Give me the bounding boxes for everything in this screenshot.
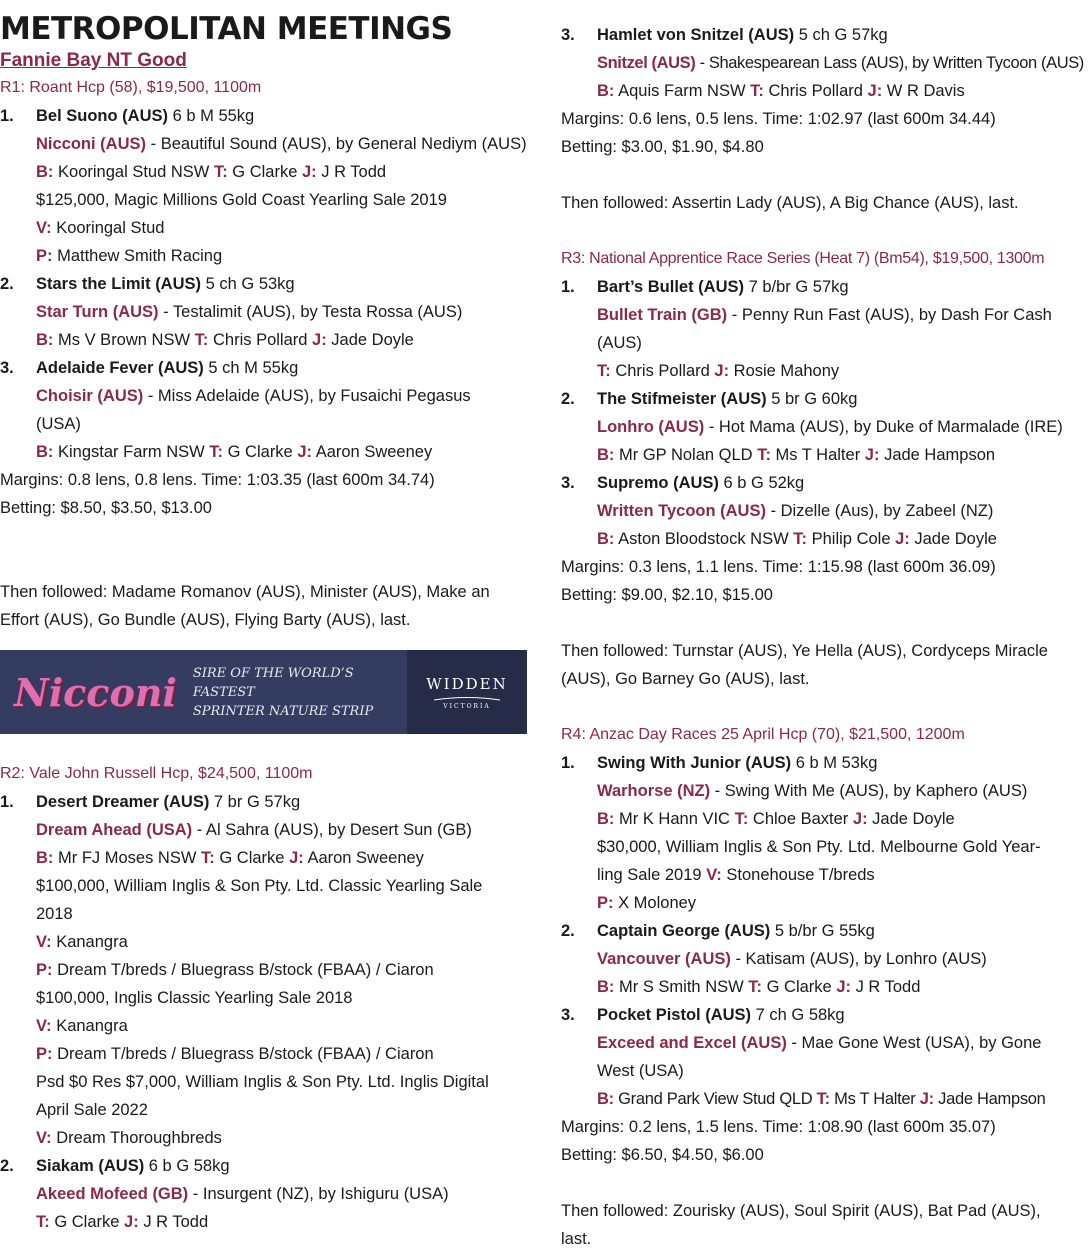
vendor-label: V: xyxy=(36,1017,52,1035)
left-column xyxy=(0,0,530,1236)
tagline-line: SIRE OF THE WORLD’S FASTEST xyxy=(192,665,354,700)
right-column xyxy=(561,21,1088,1253)
jockey: W R Davis xyxy=(886,82,965,100)
race-heading-r3: R3: National Apprentice Race Series (Heat 7) (Bm54), $19,500, 1300m xyxy=(561,250,1045,267)
r2-third-connections xyxy=(561,77,1088,105)
place-number: 3. xyxy=(0,359,14,377)
r2-third-pedigree xyxy=(561,49,1088,77)
pedigree-text: - Shakespearean Lass (AUS), by Written Tycoon (AUS) xyxy=(699,54,1084,72)
horse-name: Hamlet von Snitzel (AUS) xyxy=(597,26,795,44)
horse-details: 6 b G 58kg xyxy=(148,1157,230,1175)
pedigree-text: - Katisam (AUS), by Lonhro (AUS) xyxy=(735,950,987,968)
r2-first-vendor1 xyxy=(0,928,530,956)
place-number: 1. xyxy=(561,754,575,772)
r4-first-horse xyxy=(561,749,1088,777)
r2-betting: Betting: $3.00, $1.90, $4.80 xyxy=(561,138,764,156)
r3-third-connections xyxy=(561,525,1088,553)
pedigree-text: - Insurgent (NZ), by Ishiguru (USA) xyxy=(192,1185,449,1203)
breeder-label: B: xyxy=(36,163,54,181)
trainer: G Clarke xyxy=(54,1213,120,1231)
banner-tagline xyxy=(193,664,407,721)
r2-first-vendor3 xyxy=(0,1124,530,1152)
sire-link[interactable]: Star Turn (AUS) xyxy=(36,303,159,321)
horse-name: Desert Dreamer (AUS) xyxy=(36,793,210,811)
r1-betting: Betting: $8.50, $3.50, $13.00 xyxy=(0,499,212,517)
sire-link[interactable]: Akeed Mofeed (GB) xyxy=(36,1185,189,1203)
race-heading-r1: R1: Roant Hcp (58), $19,500, 1100m xyxy=(0,79,262,96)
horse-details: 5 ch M 55kg xyxy=(208,359,299,377)
r3-first-pedigree xyxy=(561,301,1088,329)
purchaser-label: P: xyxy=(36,961,53,979)
horse-name: Siakam (AUS) xyxy=(36,1157,145,1175)
sire-link[interactable]: Vancouver (AUS) xyxy=(597,950,731,968)
pedigree-text: - Hot Mama (AUS), by Duke of Marmalade (IRE) xyxy=(708,418,1063,436)
jockey-label: J: xyxy=(312,331,327,349)
breeder: Aquis Farm NSW xyxy=(618,82,746,100)
r2-first-sale1-cont: 2018 xyxy=(36,905,73,923)
pedigree-text: - Swing With Me (AUS), by Kaphero (AUS) xyxy=(714,782,1028,800)
r1-third-pedigree xyxy=(0,382,530,410)
r4-margins: Margins: 0.2 lens, 1.5 lens. Time: 1:08.90 (last 600m 35.07) xyxy=(561,1118,996,1136)
r3-followed-cont: (AUS), Go Barney Go (AUS), last. xyxy=(561,670,810,688)
breeder: Mr GP Nolan QLD xyxy=(619,446,753,464)
vendor-label: V: xyxy=(706,866,722,884)
pedigree-text: - Beautiful Sound (AUS), by General Nediym (AUS) xyxy=(150,135,527,153)
trainer: Chris Pollard xyxy=(212,331,308,349)
place-number: 2. xyxy=(561,390,575,408)
r2-followed: Then followed: Assertin Lady (AUS), A Big Chance (AUS), last. xyxy=(561,194,1019,212)
pedigree-text: - Miss Adelaide (AUS), by Fusaichi Pegasus xyxy=(147,387,471,405)
trainer-label: T: xyxy=(213,163,228,181)
pedigree-text: - Dizelle (Aus), by Zabeel (NZ) xyxy=(770,502,994,520)
nicconi-logo: Nicconi xyxy=(14,669,177,715)
r1-first-vendor xyxy=(0,214,530,242)
banner-left xyxy=(0,650,407,734)
breeder-label: B: xyxy=(36,331,54,349)
vendor: Kooringal Stud xyxy=(56,219,165,237)
horse-name: Bart’s Bullet (AUS) xyxy=(597,278,744,296)
vendor-label: V: xyxy=(36,1129,52,1147)
jockey: Aaron Sweeney xyxy=(315,443,433,461)
breeder-label: B: xyxy=(597,446,615,464)
r3-first-horse xyxy=(561,273,1088,301)
horse-details: 7 b/br G 57kg xyxy=(748,278,849,296)
r2-third-horse xyxy=(561,21,1088,49)
r4-third-horse xyxy=(561,1001,1088,1029)
jockey-label: J: xyxy=(124,1213,139,1231)
jockey-label: J: xyxy=(714,362,730,380)
sale-text: ling Sale 2019 xyxy=(597,866,702,884)
pedigree-text: - Al Sahra (AUS), by Desert Sun (GB) xyxy=(196,821,472,839)
trainer-label: T: xyxy=(209,443,224,461)
horse-details: 5 b/br G 55kg xyxy=(774,922,875,940)
vendor: Stonehouse T/breds xyxy=(726,866,875,884)
trainer: G Clarke xyxy=(227,443,293,461)
sire-link[interactable]: Snitzel (AUS) xyxy=(597,54,696,72)
jockey-label: J: xyxy=(867,82,883,100)
r3-third-horse xyxy=(561,469,1088,497)
r4-second-horse xyxy=(561,917,1088,945)
jockey: Aaron Sweeney xyxy=(307,849,424,867)
horse-details: 5 br G 60kg xyxy=(771,390,858,408)
r3-second-pedigree xyxy=(561,413,1088,441)
r1-third-horse xyxy=(0,354,530,382)
horse-name: Bel Suono (AUS) xyxy=(36,107,168,125)
r2-first-sale1: $100,000, William Inglis & Son Pty. Ltd. Classic Yearling Sale xyxy=(36,877,483,895)
trainer: G Clarke xyxy=(232,163,298,181)
r2-first-pedigree xyxy=(0,816,530,844)
r1-margins: Margins: 0.8 lens, 0.8 lens. Time: 1:03.35 (last 600m 34.74) xyxy=(0,471,435,489)
r4-third-connections xyxy=(561,1085,1088,1113)
jockey-label: J: xyxy=(289,849,304,867)
breeder-label: B: xyxy=(36,849,54,867)
r1-followed: Then followed: Madame Romanov (AUS), Minister (AUS), Make an xyxy=(0,583,490,601)
jockey-label: J: xyxy=(919,1090,934,1108)
jockey: J R Todd xyxy=(321,163,387,181)
sire-link[interactable]: Dream Ahead (USA) xyxy=(36,821,193,839)
sire-link[interactable]: Exceed and Excel (AUS) xyxy=(597,1034,787,1052)
r3-third-pedigree xyxy=(561,497,1088,525)
sire-link[interactable]: Written Tycoon (AUS) xyxy=(597,502,766,520)
horse-details: 7 ch G 58kg xyxy=(755,1006,845,1024)
r3-second-connections xyxy=(561,441,1088,469)
purchaser: X Moloney xyxy=(618,894,697,912)
swoosh-icon xyxy=(432,696,502,702)
breeder-label: B: xyxy=(597,810,615,828)
horse-name: Adelaide Fever (AUS) xyxy=(36,359,204,377)
trainer-label: T: xyxy=(597,362,611,380)
horse-details: 5 ch G 57kg xyxy=(798,26,888,44)
sire-link[interactable]: Choisir (AUS) xyxy=(36,387,144,405)
jockey-label: J: xyxy=(297,443,313,461)
r1-first-sale: $125,000, Magic Millions Gold Coast Yearling Sale 2019 xyxy=(36,191,447,209)
horse-details: 6 b G 52kg xyxy=(723,474,805,492)
breeder: Kingstar Farm NSW xyxy=(58,443,205,461)
trainer: Chris Pollard xyxy=(768,82,863,100)
horse-details: 6 b M 53kg xyxy=(795,754,878,772)
r1-first-purchaser xyxy=(0,242,530,270)
trainer-label: T: xyxy=(750,82,764,100)
trainer-label: T: xyxy=(816,1090,830,1108)
sire-link[interactable]: Nicconi (AUS) xyxy=(36,135,147,153)
breeder-label: B: xyxy=(597,1090,614,1108)
r1-second-horse xyxy=(0,270,530,298)
breeder: Mr K Hann VIC xyxy=(619,810,730,828)
r2-first-purchaser2 xyxy=(0,1040,530,1068)
jockey: Rosie Mahony xyxy=(733,362,840,380)
purchaser: Dream T/breds / Bluegrass B/stock (FBAA) / Ciaron xyxy=(57,961,434,979)
breeder-label: B: xyxy=(597,978,615,996)
r3-followed: Then followed: Turnstar (AUS), Ye Hella (AUS), Cordyceps Miracle xyxy=(561,642,1048,660)
r1-second-connections xyxy=(0,326,530,354)
widden-logo xyxy=(407,650,527,734)
r4-second-pedigree xyxy=(561,945,1088,973)
jockey-label: J: xyxy=(864,446,880,464)
horse-details: 7 br G 57kg xyxy=(213,793,301,811)
race-heading-r4: R4: Anzac Day Races 25 April Hcp (70), $21,500, 1200m xyxy=(561,726,965,743)
trainer: Chris Pollard xyxy=(615,362,710,380)
jockey: J R Todd xyxy=(855,978,921,996)
trainer-label: T: xyxy=(734,810,749,828)
horse-details: 6 b M 55kg xyxy=(172,107,255,125)
sire-link[interactable]: Lonhro (AUS) xyxy=(597,418,705,436)
nicconi-banner-ad[interactable] xyxy=(0,650,527,734)
place-number: 3. xyxy=(561,1006,575,1024)
breeder: Mr FJ Moses NSW xyxy=(58,849,197,867)
breeder: Aston Bloodstock NSW xyxy=(618,530,789,548)
horse-name: Captain George (AUS) xyxy=(597,922,771,940)
pedigree-text: - Mae Gone West (USA), by Gone xyxy=(791,1034,1042,1052)
place-number: 3. xyxy=(561,474,575,492)
race-heading-r2: R2: Vale John Russell Hcp, $24,500, 1100m xyxy=(0,765,313,782)
horse-name: Swing With Junior (AUS) xyxy=(597,754,792,772)
r4-first-sale-cont xyxy=(561,861,1088,889)
r1-third-pedigree-cont: (USA) xyxy=(36,415,81,433)
jockey: Jade Hampson xyxy=(938,1090,1046,1108)
r4-third-pedigree xyxy=(561,1029,1088,1057)
place-number: 2. xyxy=(561,922,575,940)
jockey-label: J: xyxy=(301,163,317,181)
r1-third-connections xyxy=(0,438,530,466)
r4-third-pedigree-cont: West (USA) xyxy=(597,1062,684,1080)
breeder-label: B: xyxy=(597,82,615,100)
r2-second-horse xyxy=(0,1152,530,1180)
horse-name: Stars the Limit (AUS) xyxy=(36,275,202,293)
trainer: Philip Cole xyxy=(811,530,891,548)
page-title: METROPOLITAN MEETINGS xyxy=(0,11,453,47)
breeder: Ms V Brown NSW xyxy=(58,331,191,349)
trainer-label: T: xyxy=(194,331,209,349)
r4-betting: Betting: $6.50, $4.50, $6.00 xyxy=(561,1146,764,1164)
horse-name: Pocket Pistol (AUS) xyxy=(597,1006,752,1024)
r4-first-connections xyxy=(561,805,1088,833)
r2-margins: Margins: 0.6 lens, 0.5 lens. Time: 1:02.97 (last 600m 34.44) xyxy=(561,110,996,128)
breeder: Grand Park View Stud QLD xyxy=(618,1090,813,1108)
r1-first-horse xyxy=(0,102,530,130)
r2-first-horse xyxy=(0,788,530,816)
r2-first-vendor2 xyxy=(0,1012,530,1040)
jockey: J R Todd xyxy=(143,1213,209,1231)
vendor-label: V: xyxy=(36,219,52,237)
r2-first-sale3-cont: April Sale 2022 xyxy=(36,1101,148,1119)
sire-link[interactable]: Warhorse (NZ) xyxy=(597,782,711,800)
place-number: 1. xyxy=(561,278,575,296)
r4-followed: Then followed: Zourisky (AUS), Soul Spirit (AUS), Bat Pad (AUS), xyxy=(561,1202,1041,1220)
trainer-label: T: xyxy=(201,849,215,867)
r2-first-purchaser1 xyxy=(0,956,530,984)
horse-name: Supremo (AUS) xyxy=(597,474,719,492)
r3-margins: Margins: 0.3 lens, 1.1 lens. Time: 1:15.98 (last 600m 36.09) xyxy=(561,558,996,576)
widden-wordmark: WIDDEN xyxy=(426,674,508,693)
jockey: Jade Doyle xyxy=(331,331,414,349)
r4-followed-cont: last. xyxy=(561,1230,592,1248)
place-number: 1. xyxy=(0,793,14,811)
breeder: Mr S Smith NSW xyxy=(619,978,744,996)
horse-details: 5 ch G 53kg xyxy=(205,275,295,293)
r2-second-connections xyxy=(0,1208,530,1236)
r2-first-sale2: $100,000, Inglis Classic Yearling Sale 2018 xyxy=(36,989,353,1007)
jockey: Jade Doyle xyxy=(872,810,955,828)
r1-first-connections xyxy=(0,158,530,186)
breeder-label: B: xyxy=(597,530,615,548)
vendor: Dream Thoroughbreds xyxy=(56,1129,222,1147)
r3-betting: Betting: $9.00, $2.10, $15.00 xyxy=(561,586,773,604)
r4-second-connections xyxy=(561,973,1088,1001)
venue-link[interactable]: Fannie Bay NT Good xyxy=(0,50,187,71)
r3-second-horse xyxy=(561,385,1088,413)
r1-followed-cont: Effort (AUS), Go Bundle (AUS), Flying Barty (AUS), last. xyxy=(0,611,411,629)
vendor-label: V: xyxy=(36,933,52,951)
pedigree-text: - Testalimit (AUS), by Testa Rossa (AUS) xyxy=(163,303,463,321)
trainer-label: T: xyxy=(748,978,763,996)
purchaser: Dream T/breds / Bluegrass B/stock (FBAA) / Ciaron xyxy=(57,1045,434,1063)
sire-link[interactable]: Bullet Train (GB) xyxy=(597,306,728,324)
r2-first-sale3: Psd $0 Res $7,000, William Inglis & Son Pty. Ltd. Inglis Digital xyxy=(36,1073,489,1091)
jockey: Jade Doyle xyxy=(914,530,997,548)
jockey-label: J: xyxy=(895,530,910,548)
r3-first-connections xyxy=(561,357,1088,385)
purchaser-label: P: xyxy=(36,247,53,265)
r1-first-pedigree xyxy=(0,130,530,158)
trainer: Ms T Halter xyxy=(834,1090,916,1108)
r2-second-pedigree xyxy=(0,1180,530,1208)
place-number: 2. xyxy=(0,275,14,293)
r2-first-connections xyxy=(0,844,530,872)
trainer-label: T: xyxy=(793,530,808,548)
horse-name: The Stifmeister (AUS) xyxy=(597,390,767,408)
breeder-label: B: xyxy=(36,443,54,461)
jockey-label: J: xyxy=(852,810,868,828)
trainer: Chloe Baxter xyxy=(752,810,849,828)
place-number: 3. xyxy=(561,26,575,44)
r4-first-purchaser xyxy=(561,889,1088,917)
r3-first-pedigree-cont: (AUS) xyxy=(597,334,642,352)
jockey: Jade Hampson xyxy=(884,446,996,464)
vendor: Kanangra xyxy=(56,933,128,951)
widden-sub: VICTORIA xyxy=(443,702,491,710)
purchaser: Matthew Smith Racing xyxy=(57,247,223,265)
purchaser-label: P: xyxy=(36,1045,53,1063)
trainer-label: T: xyxy=(757,446,771,464)
trainer-label: T: xyxy=(36,1213,50,1231)
place-number: 1. xyxy=(0,107,14,125)
jockey-label: J: xyxy=(836,978,851,996)
place-number: 2. xyxy=(0,1157,14,1175)
purchaser-label: P: xyxy=(597,894,614,912)
vendor: Kanangra xyxy=(56,1017,128,1035)
breeder: Kooringal Stud NSW xyxy=(58,163,210,181)
trainer: G Clarke xyxy=(766,978,832,996)
pedigree-text: - Penny Run Fast (AUS), by Dash For Cash xyxy=(731,306,1052,324)
trainer: G Clarke xyxy=(219,849,285,867)
trainer: Ms T Halter xyxy=(775,446,861,464)
r4-first-pedigree xyxy=(561,777,1088,805)
tagline-line: SPRINTER NATURE STRIP xyxy=(192,703,374,719)
r4-first-sale: $30,000, William Inglis & Son Pty. Ltd. Melbourne Gold Year- xyxy=(597,838,1041,856)
r1-second-pedigree xyxy=(0,298,530,326)
